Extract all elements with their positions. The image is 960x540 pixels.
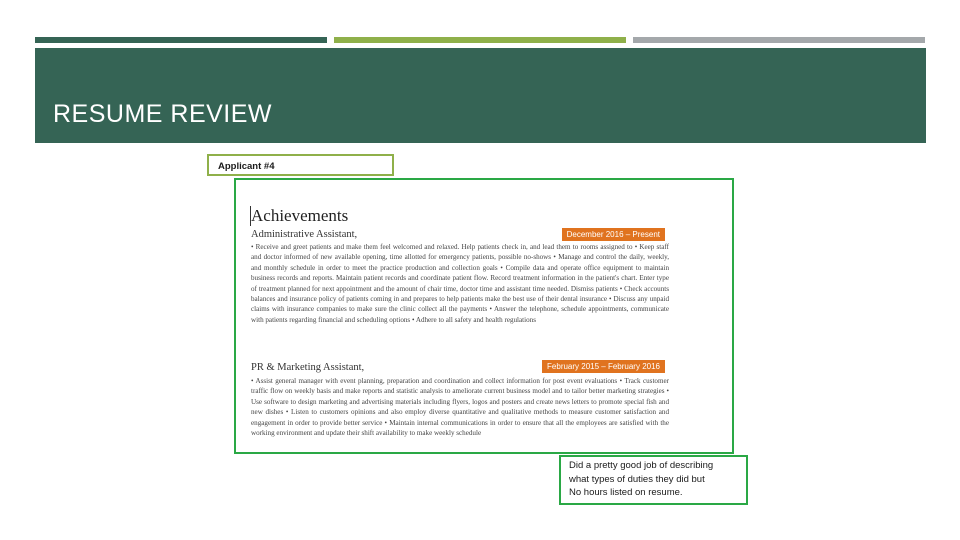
comment-line-3: No hours listed on resume. <box>569 487 683 498</box>
reviewer-comment <box>559 455 748 505</box>
accent-bar-dark-green <box>35 37 327 43</box>
job-description-1: • Receive and greet patients and make them feel welcomed and relaxed. Help patients check in, and lead them to rooms assigned to • Keep staff and doctor informed of new available opening, time allotted for emergency patients, possible no-shows • Manage and control the daily, weekly, and monthly schedule in order to meet the practice production and collection goals • Compile data and operate office equipment to maintain business records and reports. Maintain patient records and coordinate patient flow. Record treatment information in the patient's chart. Enter type of treatment planned for next appointment and the amount of chair time, doctor time and assistant time needed. Dismiss patients • Check accounts balances and insurance policy of patients coming in and prepares to help patients make the best use of their dental insurance • Discuss any unpaid claims with insurance companies to make sure the clinic collect all the payments • Answer the telephone, schedule appointments, communicate with patients regarding financial and scheduling options • Adhere to all safety and health regulations <box>251 243 669 324</box>
resume-excerpt <box>234 178 734 454</box>
comment-line-2: what types of duties they did but <box>569 473 705 485</box>
comment-line-1: Did a pretty good job of describing <box>569 460 714 471</box>
job-dates-2: February 2015 – February 2016 <box>542 360 665 373</box>
job-title-2: PR & Marketing Assistant, <box>251 362 365 373</box>
achievements-heading: Achievements <box>251 206 349 225</box>
job-dates-1: December 2016 – Present <box>562 228 665 241</box>
applicant-label: Applicant #4 <box>207 154 394 176</box>
accent-bar-gray <box>633 37 925 43</box>
job-description-2: • Assist general manager with event planning, preparation and coordination and collect information for post event evaluations • Track customer traffic flow on weekly basis and make reports and statistic analysis to ameliorate current business model and to tailor better marketing strategies • Use software to design marketing and advertising materials including flyers, logos and posters and create news letters to promote special fish and new dishes • Listen to customers opinions and also employ diverse quantitative and qualitative methods to measure customer satisfaction and engagement in order to provide better service • Maintain internal communications in order to ensure that all the employees are satisfied with the working environment and update their shift availability to make weekly schedule <box>251 377 669 438</box>
slide-title: RESUME REVIEW <box>53 100 273 128</box>
title-banner <box>35 48 926 143</box>
job-title-1: Administrative Assistant, <box>251 229 358 240</box>
accent-bar-light-green <box>334 37 626 43</box>
